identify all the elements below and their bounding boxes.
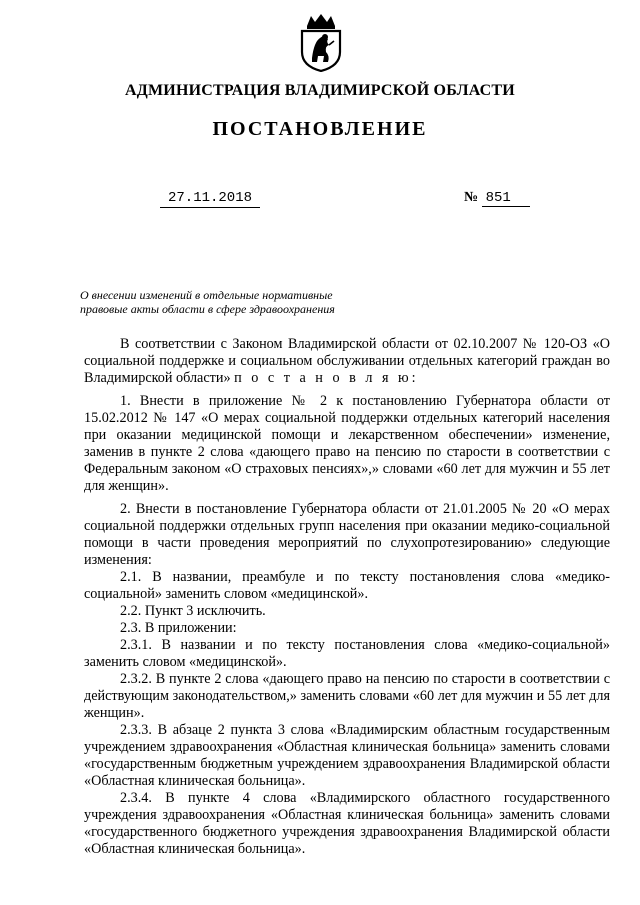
document-body <box>84 336 610 858</box>
paragraph-2-3-1: 2.3.1. В названии и по тексту постановления слова «медико-социальной» заменить словом «медицинской». <box>84 637 610 670</box>
coat-of-arms-icon <box>298 12 344 72</box>
paragraph-2-3-4: 2.3.4. В пункте 4 слова «Владимирского областного государственного учреждения здравоохранения «Областная клиническая больница» заменить словами «государственного бюджетного учреждения здравоохранения Владимирской области «Областная клиническая больница». <box>84 790 610 857</box>
number-label: № <box>464 190 479 205</box>
paragraph-2: 2. Внести в постановление Губернатора области от 21.01.2005 № 20 «О мерах социальной поддержки отдельных групп населения при оказании медико-социальной помощи в части проведения мероприятий по слухопротезированию» следующие изменения: <box>84 501 610 568</box>
decree-word: п о с т а н о в л я ю: <box>234 370 419 386</box>
document-type-title: ПОСТАНОВЛЕНИЕ <box>212 118 428 140</box>
paragraph-2-3-2: 2.3.2. В пункте 2 слова «дающего право на пенсию по старости в соответствии с действующим законодательством,» заменить словами «60 лет для мужчин и 55 лет для женщин». <box>84 671 610 721</box>
subject-line: О внесении изменений в отдельные нормативные <box>80 288 333 302</box>
paragraph-2-3: 2.3. В приложении: <box>120 620 237 636</box>
number-value: 851 <box>482 190 530 207</box>
paragraph-1: 1. Внести в приложение № 2 к постановлению Губернатора области от 15.02.2012 № 147 «О мерах социальной поддержки отдельных категорий населения при оказании медицинской помощи и лекарственном обеспечении» изменение, заменив в пункте 2 слова «дающего право на пенсию по старости в соответствии с Федеральным законом «О страховых пенсиях»,» словами «60 лет для мужчин и 55 лет для женщин». <box>84 393 610 494</box>
document-date: 27.11.2018 <box>160 190 260 208</box>
organization-title: АДМИНИСТРАЦИЯ ВЛАДИМИРСКОЙ ОБЛАСТИ <box>125 82 515 99</box>
preamble-text: В соответствии с Законом Владимирской области от 02.10.2007 № 120-ОЗ «О социальной поддержке и социальном обслуживании отдельных категорий граждан во Владимирской области» <box>84 336 610 386</box>
paragraph-2-1: 2.1. В названии, преамбуле и по тексту постановления слова «медико-социальной» заменить словом «медицинской». <box>84 569 610 602</box>
document-number <box>464 190 530 207</box>
preamble-paragraph <box>84 336 610 387</box>
paragraph-2-3-3: 2.3.3. В абзаце 2 пункта 3 слова «Владимирским областным государственным учреждением здравоохранения «Областная клиническая больница» заменить словами «государственным бюджетным учреждением здравоохранения Владимирской области «Областная клиническая больница». <box>84 722 610 789</box>
subject-line: правовые акты области в сфере здравоохранения <box>80 302 335 316</box>
paragraph-2-2: 2.2. Пункт 3 исключить. <box>120 603 266 619</box>
document-subject <box>80 288 410 316</box>
